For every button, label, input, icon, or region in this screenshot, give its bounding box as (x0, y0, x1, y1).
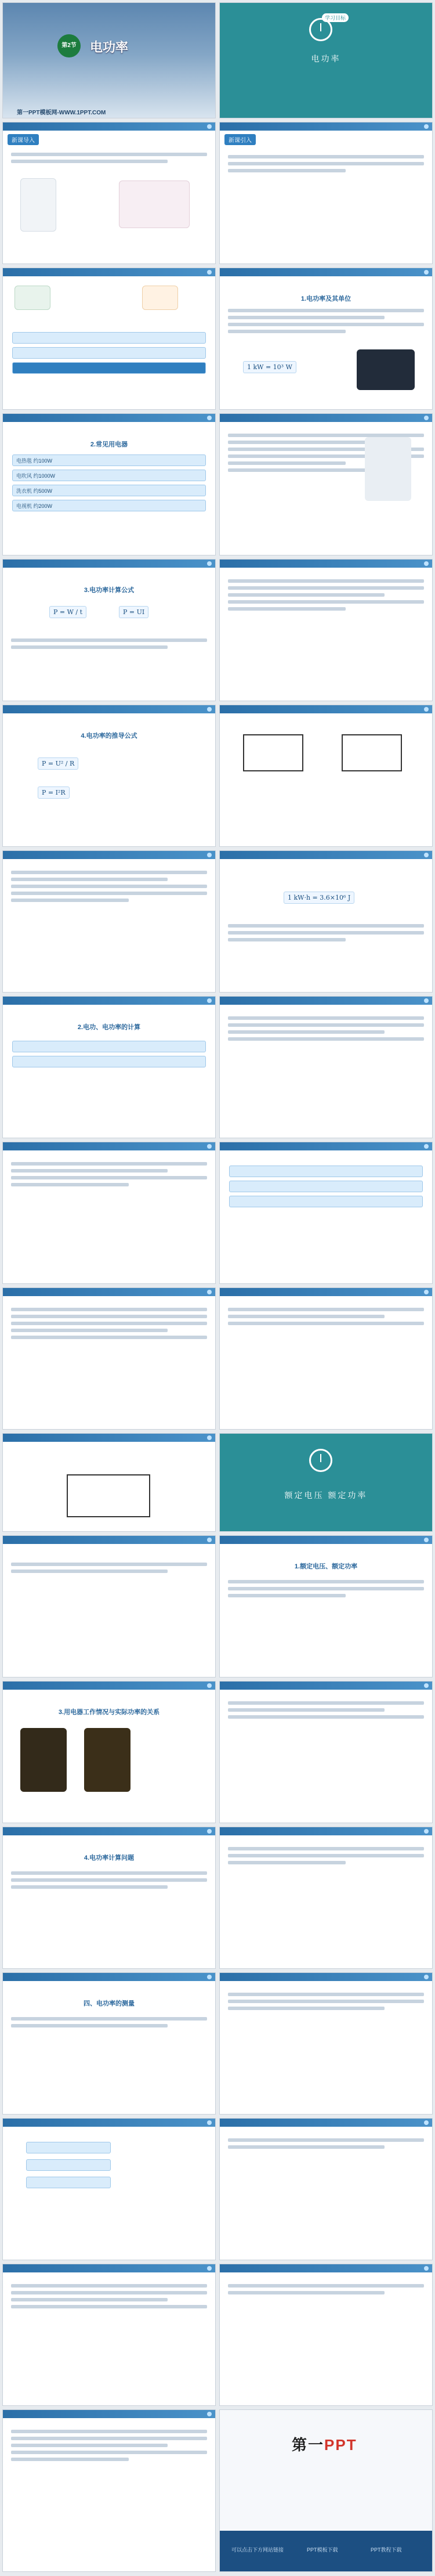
slide-final-calc (2, 2264, 216, 2406)
slide-quiz (2, 1287, 216, 1430)
compare-row (12, 347, 206, 359)
footer-link[interactable]: PPT模板下载 (307, 2547, 338, 2553)
slide-rated-intro (2, 1535, 216, 1677)
dot-icon (424, 1829, 429, 1834)
note-row (229, 1166, 423, 1177)
formula-p1: P = W / t (49, 606, 86, 618)
dot-icon (424, 1144, 429, 1149)
slide-heading: 3.用电器工作情况与实际功率的关系 (58, 1709, 160, 1716)
slide-final-note (219, 2264, 433, 2406)
circuit-diagram (67, 1474, 150, 1517)
circuit-diagram (243, 734, 303, 771)
table-row: 电视机 约200W (12, 500, 206, 511)
section-divider-slide (219, 1433, 433, 1532)
dot-icon (424, 1290, 429, 1294)
dot-icon (424, 1975, 429, 1979)
slide-heading: 3.电功率计算公式 (84, 587, 135, 594)
slide-circuit-quiz (2, 1433, 216, 1532)
flow-box (26, 2177, 111, 2188)
conclusion-row (12, 362, 206, 374)
table-row: 电吹风 约1000W (12, 470, 206, 481)
dot-icon (207, 1435, 212, 1440)
dot-icon (207, 1829, 212, 1834)
slide-solution (2, 1142, 216, 1284)
hairdryer-image (119, 181, 190, 228)
slide-heading: 1.额定电压、额定功率 (294, 1563, 358, 1570)
lesson-badge: 第2节 (57, 34, 81, 57)
note-row (229, 1196, 423, 1207)
note-row (229, 1181, 423, 1192)
dot-icon (207, 707, 212, 712)
slide-calc-problem (2, 1827, 216, 1969)
dot-icon (424, 1683, 429, 1688)
section-cover-slide (219, 2, 433, 118)
unit-formula: 1 kW = 10³ W (243, 361, 296, 373)
slide-bulbs (2, 1681, 216, 1823)
cover-title: 电功率 (90, 40, 129, 55)
formula-p3: P = U² / R (38, 757, 78, 770)
dot-icon (424, 707, 429, 712)
lamp-image (357, 349, 415, 390)
dot-icon (207, 1538, 212, 1542)
slide-diagram-flow (2, 2118, 216, 2260)
dot-icon (207, 1975, 212, 1979)
slide-formula (2, 559, 216, 701)
footer-strip (220, 2531, 432, 2571)
dot-icon (207, 1683, 212, 1688)
slide-heading: 1.电功率及其单位 (300, 295, 351, 302)
slide-circuit (219, 705, 433, 847)
slide-practice (219, 1681, 433, 1823)
slide-rated (219, 1535, 433, 1677)
slide-calc (2, 996, 216, 1138)
slide-intro-question (219, 122, 433, 264)
dot-icon (207, 2120, 212, 2125)
section-title: 额定电压 额定功率 (284, 1491, 368, 1500)
dot-icon (424, 1538, 429, 1542)
flow-box (26, 2142, 111, 2153)
kwh-formula: 1 kW·h = 3.6×10⁶ J (284, 892, 354, 904)
bulb-image (20, 1728, 67, 1792)
footer-link[interactable]: 可以点击下方网站链接 (231, 2547, 284, 2553)
slide-heading: 四、电功率的测量 (84, 2000, 135, 2007)
dot-icon (424, 2120, 429, 2125)
slide-chip: 新课引入 (224, 134, 256, 145)
dot-icon (424, 853, 429, 857)
table-row: 电热毯 约100W (12, 454, 206, 466)
dot-icon (207, 1290, 212, 1294)
slide-measure (2, 1972, 216, 2115)
dot-icon (424, 124, 429, 129)
slide-exercise-2 (2, 850, 216, 993)
dot-icon (207, 2266, 212, 2271)
clock-icon (309, 1449, 332, 1472)
dot-icon (424, 416, 429, 420)
cover-slide (2, 2, 216, 118)
slide-power-unit (219, 268, 433, 410)
table-row: 洗衣机 约500W (12, 485, 206, 496)
section-title: 电功率 (311, 54, 341, 63)
slide-chip: 新课导入 (8, 134, 39, 145)
lamp-image (365, 437, 411, 501)
calc-row (12, 1056, 206, 1067)
formula-p4: P = I²R (38, 786, 70, 799)
slide-example (219, 996, 433, 1138)
slide-summary (2, 2409, 216, 2572)
dot-icon (207, 416, 212, 420)
slide-compare (2, 268, 216, 410)
section-tag: 学习目标 (322, 13, 349, 22)
slide-kwh (219, 850, 433, 993)
circuit-diagram (342, 734, 402, 771)
slide-calc-solution (219, 1827, 433, 1969)
slide-exercise (219, 559, 433, 701)
slide-heading: 2.常见用电器 (90, 441, 128, 448)
dot-icon (424, 561, 429, 566)
cover-subtitle: 第一PPT模板网-WWW.1PPT.COM (17, 110, 106, 116)
brand-slide (219, 2409, 433, 2572)
bulb-image (14, 286, 50, 310)
slide-diagram-2 (219, 2118, 433, 2260)
dot-icon (207, 124, 212, 129)
dot-icon (207, 998, 212, 1003)
heater-image (142, 286, 178, 310)
slide-measure-2 (219, 1972, 433, 2115)
slide-intro (2, 122, 216, 264)
dot-icon (207, 270, 212, 275)
dot-icon (207, 1144, 212, 1149)
slide-quiz-2 (219, 1287, 433, 1430)
clock-icon (309, 18, 332, 41)
dot-icon (424, 998, 429, 1003)
bulb-image (84, 1728, 130, 1792)
footer-link[interactable]: PPT教程下载 (371, 2547, 402, 2553)
dot-icon (207, 853, 212, 857)
slide-note (219, 1142, 433, 1284)
formula-p2: P = UI (119, 606, 148, 618)
slide-heading: 4.电功率的推导公式 (81, 733, 137, 739)
dot-icon (424, 270, 429, 275)
compare-row (12, 332, 206, 344)
slide-appliances (2, 413, 216, 555)
slide-heading: 2.电功、电功率的计算 (77, 1024, 141, 1031)
dot-icon (207, 2412, 212, 2416)
flow-box (26, 2159, 111, 2171)
slide-lamp-example (219, 413, 433, 555)
brand-logo: 第一PPT (292, 2436, 357, 2454)
slide-heading: 4.电功率计算问题 (84, 1855, 135, 1861)
calc-row (12, 1041, 206, 1052)
slide-derived-formula (2, 705, 216, 847)
dot-icon (207, 561, 212, 566)
bulb-image (20, 178, 56, 232)
dot-icon (424, 2266, 429, 2271)
